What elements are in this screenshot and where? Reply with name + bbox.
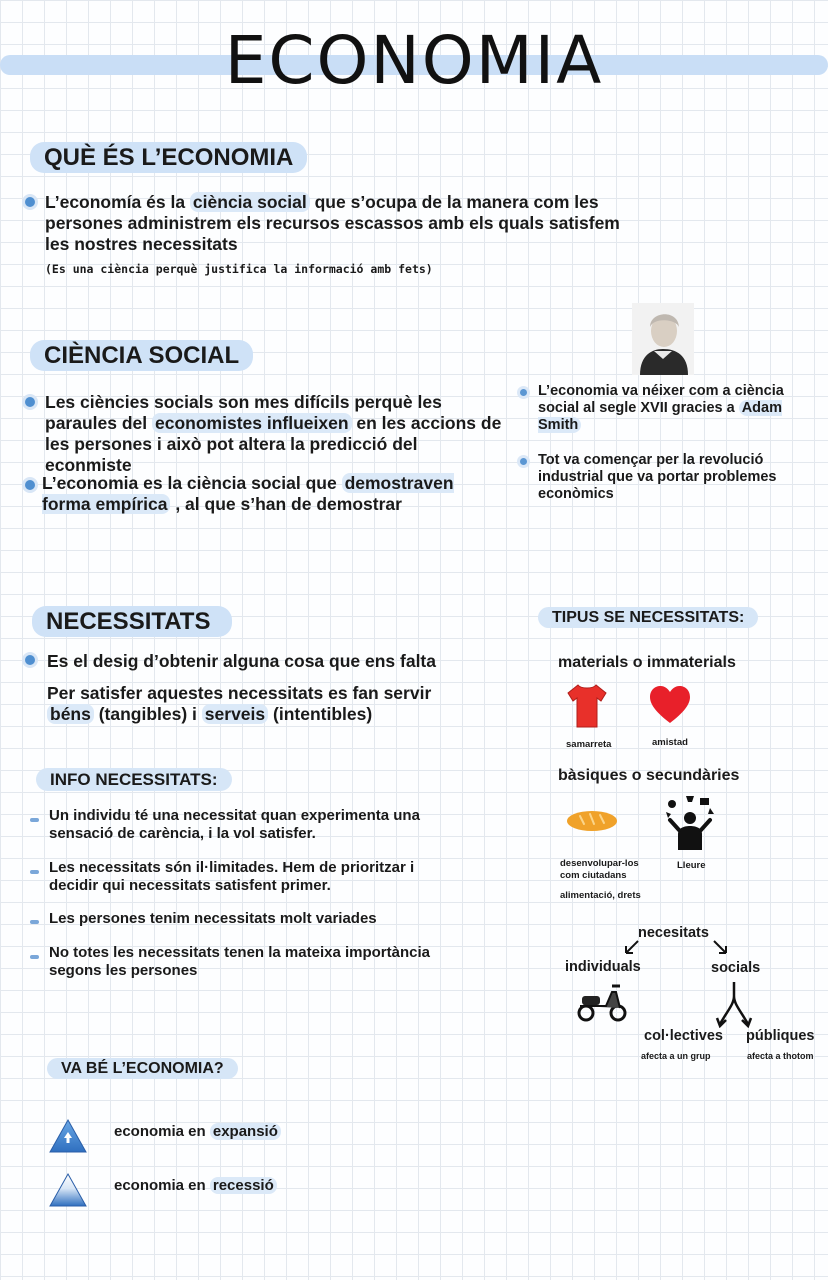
definition-note: (Es una ciència perquè justifica la informació amb fets) <box>45 262 433 276</box>
bens-serveis-text: Per satisfer aquestes necessitats es fan servir béns (tangibles) i serveis (intentibles) <box>47 683 432 724</box>
label-samarreta: samarreta <box>566 739 612 750</box>
tree-socials: socials <box>711 960 761 976</box>
tree-publiques: públiques <box>746 1028 815 1044</box>
bullet-icon <box>25 480 35 490</box>
info-item: Les necessitats són il·limitades. Hem de prioritzar i decidir qui necessitats satisfent primer. <box>49 859 415 894</box>
tshirt-icon <box>566 683 608 734</box>
bullet-icon <box>520 389 527 396</box>
section-heading-economia: VA BÉ L’ECONOMIA? <box>47 1060 238 1078</box>
section-heading-ciencia-social: CIÈNCIA SOCIAL <box>30 342 253 370</box>
recession-triangle-icon <box>48 1172 88 1213</box>
definition-text: L’economía és la ciència social que s’ocupa de la manera com les persones administrem els recursos escassos amb els quals satisfem les nostres necessitats <box>45 192 620 254</box>
juggling-person-icon <box>662 794 718 857</box>
dash-icon <box>30 870 39 874</box>
info-item: Les persones tenim necessitats molt variades <box>49 910 377 927</box>
page-title: ECONOMIA <box>224 22 604 99</box>
dash-icon <box>30 818 39 822</box>
tipus-basiques-title: bàsiques o secundàries <box>558 767 740 784</box>
scooter-icon <box>576 978 628 1027</box>
label-desenvolupar: desenvolupar-los <box>560 858 639 869</box>
label-alimentacio: alimentació, drets <box>560 890 641 901</box>
bread-icon <box>566 808 618 837</box>
bullet-icon <box>25 397 35 407</box>
branch-arrow-icon <box>714 980 754 1033</box>
bullet-icon <box>520 458 527 465</box>
note-publiques: afecta a thotom <box>747 1051 814 1061</box>
info-item: No totes les necessitats tenen la mateixa importància segons les persones <box>49 944 430 979</box>
label-amistad: amistad <box>652 737 688 748</box>
section-heading-info: INFO NECESSITATS: <box>36 770 232 790</box>
tree-collectives: col·lectives <box>644 1028 723 1044</box>
dash-icon <box>30 955 39 959</box>
label-ciutadans: com ciutadans <box>560 870 627 881</box>
tree-root: necesitats <box>638 925 709 941</box>
bullet-icon <box>25 655 35 665</box>
revolucio-industrial-text: Tot va començar per la revolució industrial que va portar problemes econòmics <box>538 452 777 502</box>
economia-recessio-text: economia en recessió <box>114 1177 277 1194</box>
ciencia-social-text-2: L’economia es la ciència social que demostraven forma empírica , al que s’han de demostrar <box>42 473 454 514</box>
necessitat-definition: Es el desig d’obtenir alguna cosa que ens falta <box>47 651 436 671</box>
tree-individuals: individuals <box>565 959 641 975</box>
ciencia-social-text-1: Les ciències socials son mes difícils perquè les paraules del economistes influeixen en les accions de les persones i això pot altera la predicció del econmiste <box>45 392 502 475</box>
economia-expansio-text: economia en expansió <box>114 1123 281 1140</box>
adam-smith-portrait <box>632 303 694 375</box>
origen-economia-text: L’economia va néixer com a ciència social al segle XVII gracies a Adam Smith <box>538 383 784 433</box>
label-lleure: Lleure <box>677 860 706 871</box>
dash-icon <box>30 920 39 924</box>
section-heading-que-es: QUÈ ÉS L’ECONOMIA <box>30 144 307 172</box>
info-item: Un individu té una necessitat quan experimenta una sensació de carència, i la vol satisfer. <box>49 807 420 842</box>
heart-icon <box>649 685 691 730</box>
bullet-icon <box>25 197 35 207</box>
expansion-triangle-icon <box>48 1118 88 1159</box>
tipus-materials-title: materials o immaterials <box>558 654 736 671</box>
section-heading-necessitats: NECESSITATS <box>32 608 232 636</box>
section-heading-tipus: TIPUS SE NECESSITATS: <box>538 609 758 627</box>
note-collectives: afecta a un grup <box>641 1051 711 1061</box>
